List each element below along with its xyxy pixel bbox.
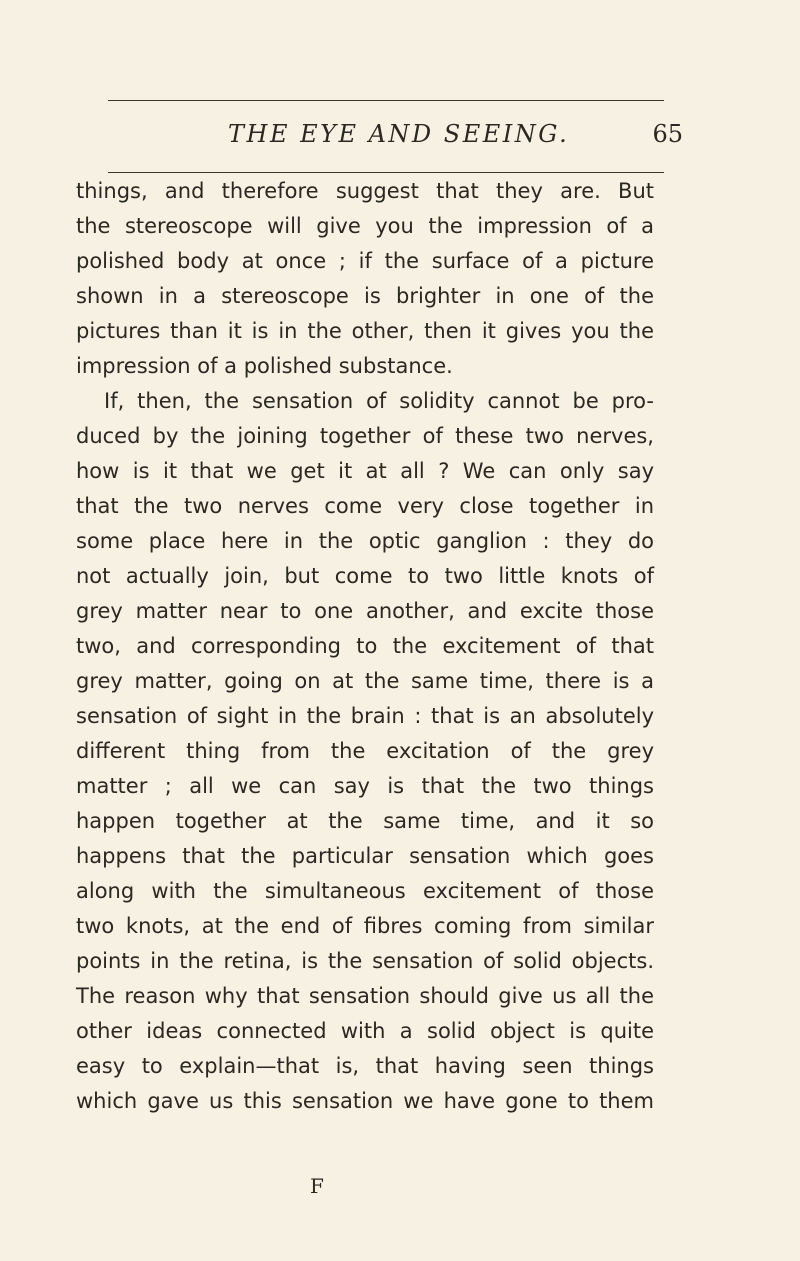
text-line: easy to explain—that is, that having seen things (76, 1054, 654, 1078)
running-title: THE EYE AND SEEING. (228, 120, 570, 148)
text-line: grey matter, going on at the same time, there is a (76, 669, 654, 693)
text-line: the stereoscope will give you the impression of a (76, 214, 654, 238)
text-line: happens that the particular sensation which goes (76, 844, 654, 868)
text-line: happen together at the same time, and it so (76, 809, 654, 833)
text-line: two, and corresponding to the excitement of that (76, 634, 654, 658)
text-line: some place here in the optic ganglion : they do (76, 529, 654, 553)
text-line: polished body at once ; if the surface of a picture (76, 249, 654, 273)
text-line: pictures than it is in the other, then it gives you the (76, 319, 654, 343)
text-line: things, and therefore suggest that they are. But (76, 179, 654, 203)
page-number: 65 (652, 120, 683, 148)
text-line: two knots, at the end of fibres coming from similar (76, 914, 654, 938)
text-line: how is it that we get it at all ? We can only say (76, 459, 654, 483)
body-text (76, 174, 654, 1119)
text-line: along with the simultaneous excitement of those (76, 879, 654, 903)
text-line: duced by the joining together of these two nerves, (76, 424, 654, 448)
text-line: grey matter near to one another, and excite those (76, 599, 654, 623)
header-rule-top (108, 100, 664, 101)
header-rule-bottom (108, 172, 664, 173)
signature-mark: F (310, 1174, 324, 1198)
text-line: which gave us this sensation we have gone to them (76, 1089, 654, 1113)
text-line: different thing from the excitation of the grey (76, 739, 654, 763)
text-line: not actually join, but come to two little knots of (76, 564, 654, 588)
text-line: other ideas connected with a solid object is quite (76, 1019, 654, 1043)
text-line: impression of a polished substance. (76, 354, 453, 378)
text-line: that the two nerves come very close together in (76, 494, 654, 518)
running-header (108, 118, 683, 158)
text-line: sensation of sight in the brain : that is an absolutely (76, 704, 654, 728)
text-line: The reason why that sensation should give us all the (76, 984, 654, 1008)
text-line: points in the retina, is the sensation of solid objects. (76, 949, 654, 973)
text-line: If, then, the sensation of solidity cannot be pro- (104, 389, 654, 413)
text-line: matter ; all we can say is that the two things (76, 774, 654, 798)
text-line: shown in a stereoscope is brighter in one of the (76, 284, 654, 308)
